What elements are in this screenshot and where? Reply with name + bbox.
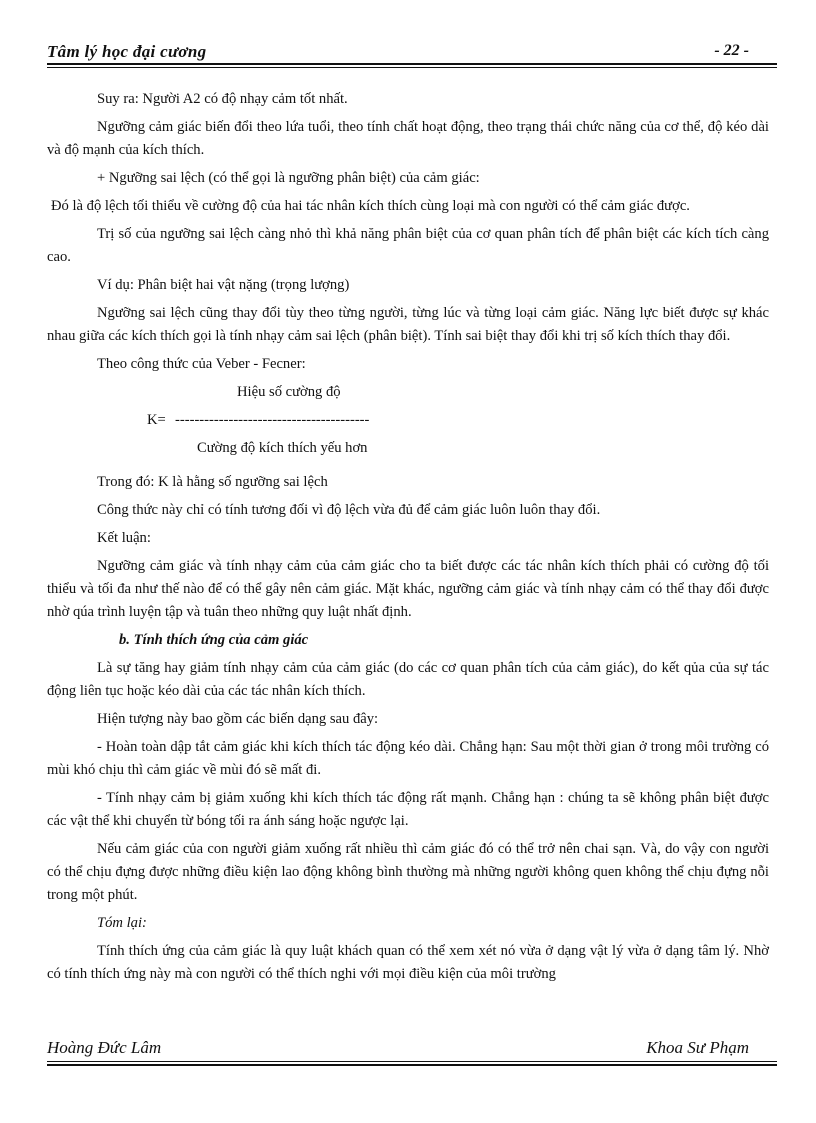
paragraph: Ngưỡng cảm giác biến đổi theo lứa tuổi, theo tính chất hoạt động, theo trạng thái chức năng của cơ thể, độ kéo dài và độ mạnh của kích thích. <box>47 119 769 158</box>
paragraph: Trị số của ngưỡng sai lệch càng nhỏ thì khả năng phân biệt của cơ quan phân tích để phân biệt các kích tích càng cao. <box>47 226 769 265</box>
paragraph: Theo công thức của Veber - Fecner: <box>97 356 306 372</box>
paragraph: Hiện tượng này bao gồm các biến dạng sau đây: <box>97 711 379 727</box>
section-heading: b. Tính thích ứng của cảm giác <box>119 632 309 648</box>
document-title: Tâm lý học đại cương <box>47 42 207 61</box>
page-body <box>47 88 769 991</box>
paragraph: Công thức này chỉ có tính tương đối vì độ lệch vừa đủ để cảm giác luôn luôn thay đổi. <box>97 502 601 518</box>
paragraph: Tính thích ứng của cảm giác là quy luật khách quan có thể xem xét nó vừa ở dạng vật lý vừa ở dạng tâm lý. Nhờ có tính thích ứng này mà con người có thể thích nghi với mọi điều kiện của môi trường <box>47 943 769 982</box>
weber-fechner-formula <box>47 381 769 467</box>
formula-denominator: Cường độ kích thích yếu hơn <box>197 440 368 456</box>
paragraph: Ngưỡng sai lệch cũng thay đổi tùy theo từng người, từng lúc và từng loại cảm giác. Năng lực biết được sự khác nhau giữa các kích thích gọi là tính nhạy cảm sai lệch (phân biệt). Tính sai biệt thay đổi khi trị số kích thích thay đổi. <box>47 305 769 344</box>
paragraph: + Ngưỡng sai lệch (có thể gọi là ngưỡng phân biệt) của cảm giác: <box>97 170 480 186</box>
paragraph: Suy ra: Người A2 có độ nhạy cảm tốt nhất. <box>97 91 348 107</box>
footer-rule-thin <box>47 1061 777 1062</box>
formula-numerator: Hiệu số cường độ <box>237 384 341 400</box>
header-rule-thin <box>47 67 777 68</box>
page-header <box>47 38 777 64</box>
author-name: Hoàng Đức Lâm <box>47 1038 162 1057</box>
paragraph: Ví dụ: Phân biệt hai vật nặng (trọng lượng) <box>97 277 350 293</box>
page-number: - 22 - <box>714 42 749 59</box>
paragraph: Đó là độ lệch tối thiểu về cường độ của hai tác nhân kích thích cùng loại mà con người có thể cảm giác được. <box>51 198 690 214</box>
department-name: Khoa Sư Phạm <box>646 1038 749 1057</box>
paragraph: - Tính nhạy cảm bị giảm xuống khi kích thích tác động rất mạnh. Chẳng hạn : chúng ta sẽ không phân biệt được các vật thể khi chuyển từ bóng tối ra ánh sáng hoặc ngược lại. <box>47 790 769 829</box>
header-rule <box>47 63 777 65</box>
page-footer <box>47 1038 777 1060</box>
footer-rule <box>47 1064 777 1066</box>
paragraph: Nếu cảm giác của con người giảm xuống rất nhiều thì cảm giác đó có thể trở nên chai sạn. Và, do vậy con người có thể chịu đựng được những điều kiện lao động không bình thường mà những người không quen không thể chịu đựng nỗi trong một phút. <box>47 841 769 903</box>
formula-fraction-line: ---------------------------------------- <box>175 412 370 428</box>
paragraph: Là sự tăng hay giảm tính nhạy cảm của cảm giác (do các cơ quan phân tích của cảm giác), do kết qủa của sự tác động liên tục hoặc kéo dài của các tác nhân kích thích. <box>47 660 769 699</box>
paragraph: - Hoàn toàn dập tắt cảm giác khi kích thích tác động kéo dài. Chẳng hạn: Sau một thời gian ở trong môi trường có mùi khó chịu thì cảm giác về mùi đó sẽ mất đi. <box>47 739 769 778</box>
paragraph: Trong đó: K là hằng số ngưỡng sai lệch <box>97 474 328 490</box>
paragraph: Ngưỡng cảm giác và tính nhạy cảm của cảm giác cho ta biết được các tác nhân kích thích phải có cường độ tối thiểu và tối đa như thế nào để có thể gây nên cảm giác. Mặt khác, ngưỡng cảm giác và tính nhạy cảm có thể thay đổi được nhờ qúa trình luyện tập và tuân theo những quy luật nhất định. <box>47 558 769 620</box>
paragraph: Tóm lại: <box>97 915 147 931</box>
paragraph: Kết luận: <box>97 530 151 546</box>
formula-lhs: K= <box>147 412 166 428</box>
